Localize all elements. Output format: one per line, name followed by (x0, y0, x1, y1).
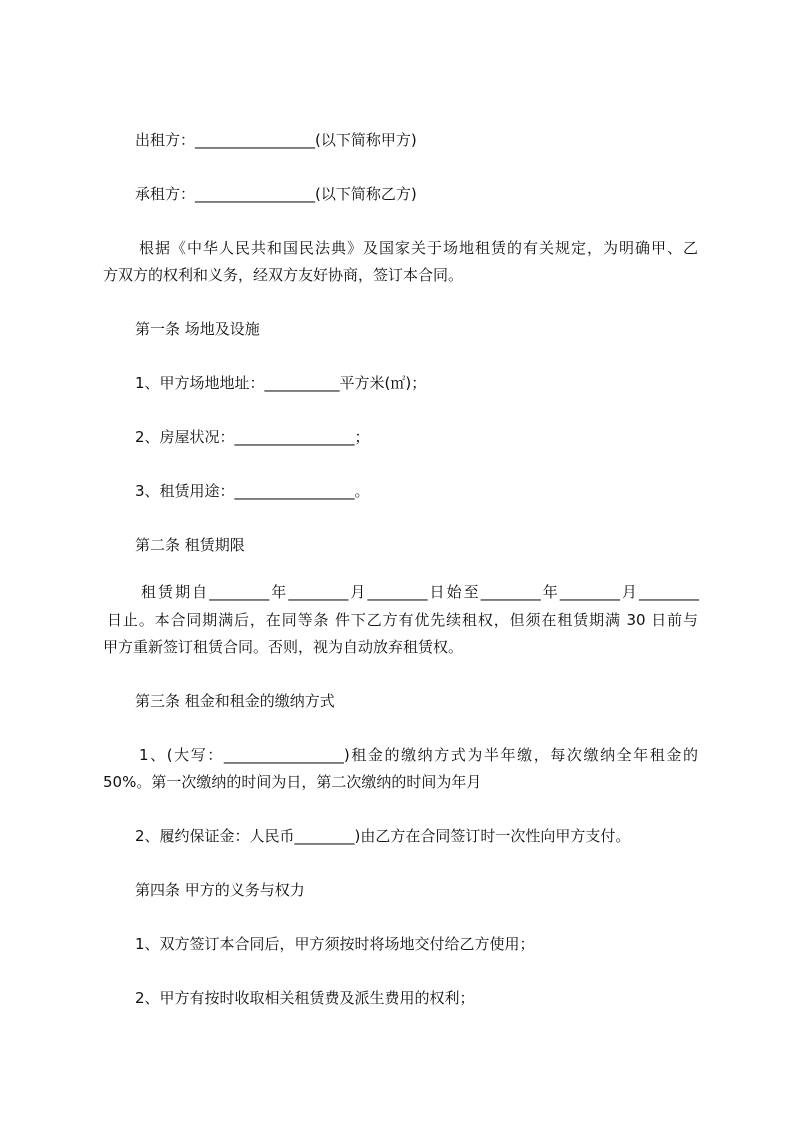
preamble-line-1: 根据《中华人民共和国民法典》及国家关于场地租赁的有关规定，为明确甲、乙 (139, 239, 698, 257)
lessee-line: 承租方：________________(以下简称乙方) (135, 185, 417, 203)
article-2-line-1: 租赁期自________年________月________日始至________年________月________ (141, 583, 699, 601)
article-3-item-1-line-2: 50%。第一次缴纳的时间为日，第二次缴纳的时间为年月 (103, 773, 482, 791)
preamble-line-2: 方双方的权利和义务，经双方友好协商，签订本合同。 (103, 266, 464, 284)
article-4-heading: 第四条 甲方的义务与权力 (135, 881, 305, 899)
article-3-item-2: 2、履约保证金：人民币________)由乙方在合同签订时一次性向甲方支付。 (135, 827, 631, 845)
article-1-item-2: 2、房屋状况：________________； (135, 428, 370, 446)
article-4-item-2: 2、甲方有按时收取相关租赁费及派生费用的权利； (135, 989, 475, 1007)
lessor-line: 出租方：________________(以下简称甲方) (135, 131, 417, 149)
article-2-line-3: 甲方重新签订租赁合同。否则，视为自动放弃租赁权。 (103, 638, 464, 656)
article-1-heading: 第一条 场地及设施 (135, 320, 260, 338)
article-2-line-2: 日止。本合同期满后，在同等条 件下乙方有优先续租权，但须在租赁期满 30 日前与 (107, 611, 698, 629)
article-4-item-1: 1、双方签订本合同后，甲方须按时将场地交付给乙方使用； (135, 935, 535, 953)
article-1-item-3: 3、租赁用途：________________。 (135, 482, 370, 500)
article-3-item-1-line-1: 1、(大写：________________)租金的缴纳方式为半年缴，每次缴纳全年租金的 (139, 746, 698, 764)
article-2-heading: 第二条 租赁期限 (135, 536, 245, 554)
article-1-item-1: 1、甲方场地地址：__________平方米(㎡)； (135, 374, 427, 392)
article-3-heading: 第三条 租金和租金的缴纳方式 (135, 692, 335, 710)
